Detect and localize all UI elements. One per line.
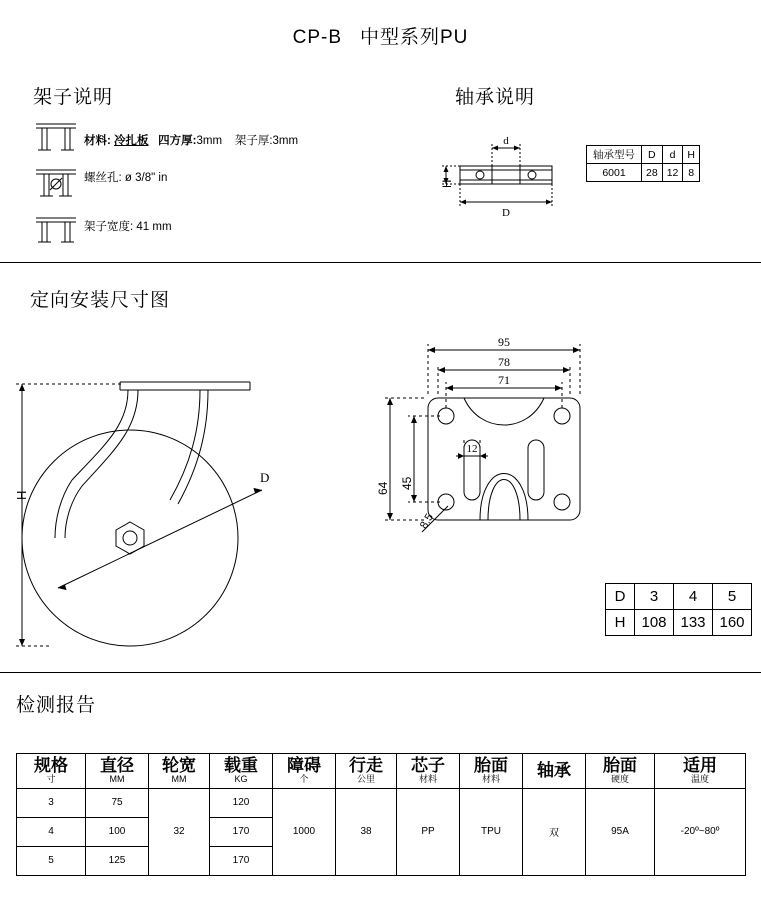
col-header-spec: 规格 寸 (17, 754, 86, 789)
plate-width-71-label: 71 (498, 373, 510, 387)
plate-width-95-label: 95 (498, 335, 510, 349)
cell-obstacle: 1000 (273, 788, 336, 875)
cell-core: PP (397, 788, 460, 875)
diameter-height-table (605, 583, 752, 636)
dimension-section-heading: 定向安装尺寸图 (30, 290, 171, 311)
dh-h-value-3: 160 (713, 610, 752, 636)
divider-top (0, 262, 761, 263)
plate-height-45-label: 45 (400, 476, 414, 490)
col-header-temperature: 适用 温度 (655, 754, 746, 789)
frame-section-heading: 架子说明 (33, 87, 114, 108)
page-title (0, 22, 761, 49)
plate-height-64-label: 64 (376, 481, 390, 495)
frame-material-note (84, 132, 298, 148)
frame-width-value: 41 mm (136, 221, 172, 233)
bearing-spec-table (586, 145, 700, 182)
frame-width-note (84, 218, 172, 234)
product-code: CP-B (292, 27, 342, 48)
report-section-heading: 检测报告 (16, 695, 97, 716)
frame-width-label: 架子宽度: (84, 221, 134, 233)
col-header-bearing: 轴承 (523, 754, 586, 789)
product-series: 中型系列PU (360, 27, 469, 48)
table-row (587, 146, 700, 164)
table-row (606, 610, 752, 636)
cell-load: 170 (210, 846, 273, 875)
top-plate-view-drawing (360, 330, 640, 570)
cell-tread-hardness: 95A (586, 788, 655, 875)
cell-load: 170 (210, 817, 273, 846)
col-header-wheel-width: 轮宽 MM (149, 754, 210, 789)
inspection-report-table (16, 753, 746, 876)
dh-d-value-2: 4 (674, 584, 713, 610)
col-header-tread-material: 胎面 材料 (460, 754, 523, 789)
plate-hole-85-label: 8.5 (418, 511, 437, 531)
screw-hole-value: ø 3/8" in (124, 172, 168, 184)
cell-spec: 4 (17, 817, 86, 846)
col-header-load: 载重 KG (210, 754, 273, 789)
bearing-d-big-label: D (502, 207, 510, 219)
cell-travel: 38 (336, 788, 397, 875)
cell-temperature: -20º~80º (655, 788, 746, 875)
bearing-d-value: 12 (662, 164, 683, 182)
table-row (606, 584, 752, 610)
bearing-section-heading: 轴承说明 (455, 87, 536, 108)
material-label: 材料: (84, 135, 111, 147)
bearing-d-header: d (662, 146, 683, 164)
dh-row-d-label: D (606, 584, 635, 610)
frame-thickness-value: 3mm (272, 135, 299, 147)
dh-row-h-label: H (606, 610, 635, 636)
bearing-H-header: H (683, 146, 700, 164)
screw-hole-label: 螺丝孔: (84, 172, 122, 184)
bearing-model-value: 6001 (587, 164, 642, 182)
bearing-D-value: 28 (642, 164, 663, 182)
cell-wheel-width: 32 (149, 788, 210, 875)
table-row (17, 788, 746, 817)
bearing-model-header: 轴承型号 (587, 146, 642, 164)
cell-load: 120 (210, 788, 273, 817)
bearing-cross-section-drawing (440, 132, 570, 222)
col-header-obstacle: 障碍 个 (273, 754, 336, 789)
table-header-row (17, 754, 746, 789)
bearing-d-small-label: d (503, 135, 509, 147)
dh-h-value-2: 133 (674, 610, 713, 636)
cell-bearing: 双 (523, 788, 586, 875)
cell-diameter: 100 (86, 817, 149, 846)
table-row (587, 164, 700, 182)
col-header-diameter: 直径 MM (86, 754, 149, 789)
dh-h-value-1: 108 (635, 610, 674, 636)
cell-diameter: 75 (86, 788, 149, 817)
side-view-D-label: D (260, 470, 270, 485)
screw-hole-note (84, 169, 167, 185)
cell-spec: 3 (17, 788, 86, 817)
bearing-H-value: 8 (683, 164, 700, 182)
square-thickness-label: 四方厚: (158, 135, 197, 147)
frame-profile-icons (30, 118, 82, 248)
col-header-travel: 行走 公里 (336, 754, 397, 789)
side-view-H-label: H (14, 490, 29, 500)
plate-slot-12-label: 12 (466, 443, 478, 455)
plate-width-78-label: 78 (498, 355, 510, 369)
material-value: 冷扎板 (114, 135, 149, 147)
square-thickness-value: 3mm (196, 135, 223, 147)
col-header-tread-hardness: 胎面 硬度 (586, 754, 655, 789)
bearing-h-label: H (442, 179, 454, 188)
col-header-core: 芯子 材料 (397, 754, 460, 789)
caster-side-view-drawing (10, 370, 310, 650)
cell-tread-material: TPU (460, 788, 523, 875)
cell-diameter: 125 (86, 846, 149, 875)
cell-spec: 5 (17, 846, 86, 875)
dh-d-value-1: 3 (635, 584, 674, 610)
bearing-D-header: D (642, 146, 663, 164)
frame-thickness-label: 架子厚: (234, 135, 273, 147)
divider-bottom (0, 672, 761, 673)
dh-d-value-3: 5 (713, 584, 752, 610)
